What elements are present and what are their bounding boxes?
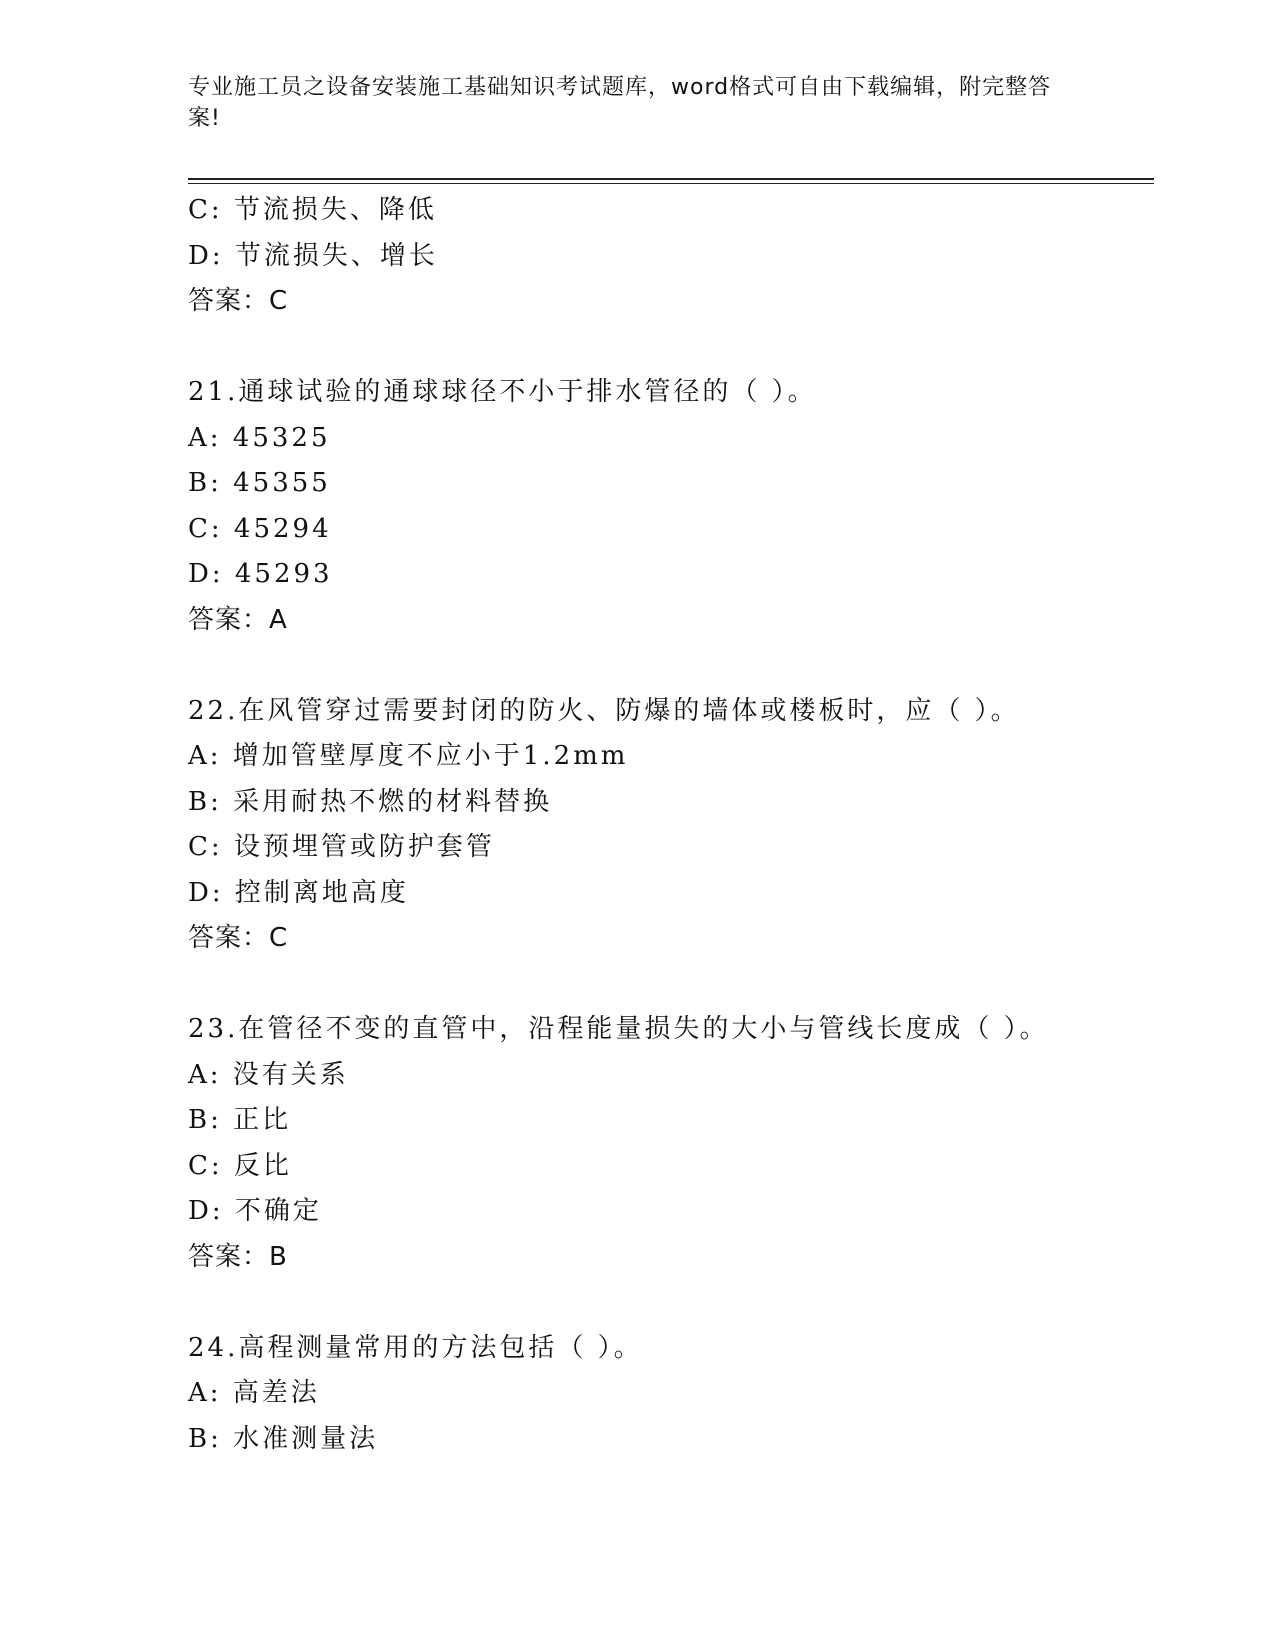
question-24	[188, 1326, 1148, 1463]
question-21	[188, 370, 1148, 643]
option-c: C: 设预埋管或防护套管	[188, 832, 495, 862]
option-b: B: 采用耐热不燃的材料替换	[188, 786, 553, 817]
option-c: C: 45294	[188, 513, 332, 544]
question-stem: 23.在管径不变的直管中，沿程能量损失的大小与管线长度成（ ）。	[188, 1014, 1049, 1044]
option-d: D: 不确定	[188, 1196, 322, 1226]
option-a: A: 增加管壁厚度不应小于1.2mm	[188, 741, 629, 771]
spacer	[188, 1280, 1148, 1326]
document-header: 专业施工员之设备安装施工基础知识考试题库，word格式可自由下载编辑，附完整答案!	[188, 75, 1052, 131]
answer-line: 答案：A	[188, 604, 288, 635]
option-c: C: 反比	[188, 1150, 292, 1181]
answer-line: 答案：C	[188, 286, 289, 316]
carryover-block	[188, 188, 1148, 325]
spacer	[188, 962, 1148, 1008]
question-23	[188, 1007, 1148, 1280]
question-stem: 21.通球试验的通球球径不小于排水管径的（ ）。	[188, 377, 817, 407]
header-divider-thick	[188, 178, 1154, 180]
question-22	[188, 689, 1148, 962]
option-a: A: 45325	[188, 422, 331, 453]
option-a: A: 没有关系	[188, 1059, 349, 1090]
option-d: D: 45293	[188, 559, 333, 589]
spacer	[188, 643, 1148, 689]
answer-line: 答案：B	[188, 1241, 288, 1272]
answer-line: 答案：C	[188, 923, 289, 953]
option-b: B: 水准测量法	[188, 1423, 379, 1454]
question-stem: 24.高程测量常用的方法包括（ ）。	[188, 1332, 643, 1363]
question-stem: 22.在风管穿过需要封闭的防火、防爆的墙体或楼板时，应（ ）。	[188, 695, 1020, 726]
option-a: A: 高差法	[188, 1378, 320, 1408]
option-d: D: 节流损失、增长	[188, 240, 438, 271]
option-d: D: 控制离地高度	[188, 877, 409, 908]
spacer	[188, 325, 1148, 371]
header-divider-thin	[188, 183, 1154, 184]
option-c: C: 节流损失、降低	[188, 195, 437, 225]
option-b: B: 45355	[188, 468, 331, 498]
option-b: B: 正比	[188, 1105, 292, 1135]
question-content	[188, 188, 1148, 1462]
